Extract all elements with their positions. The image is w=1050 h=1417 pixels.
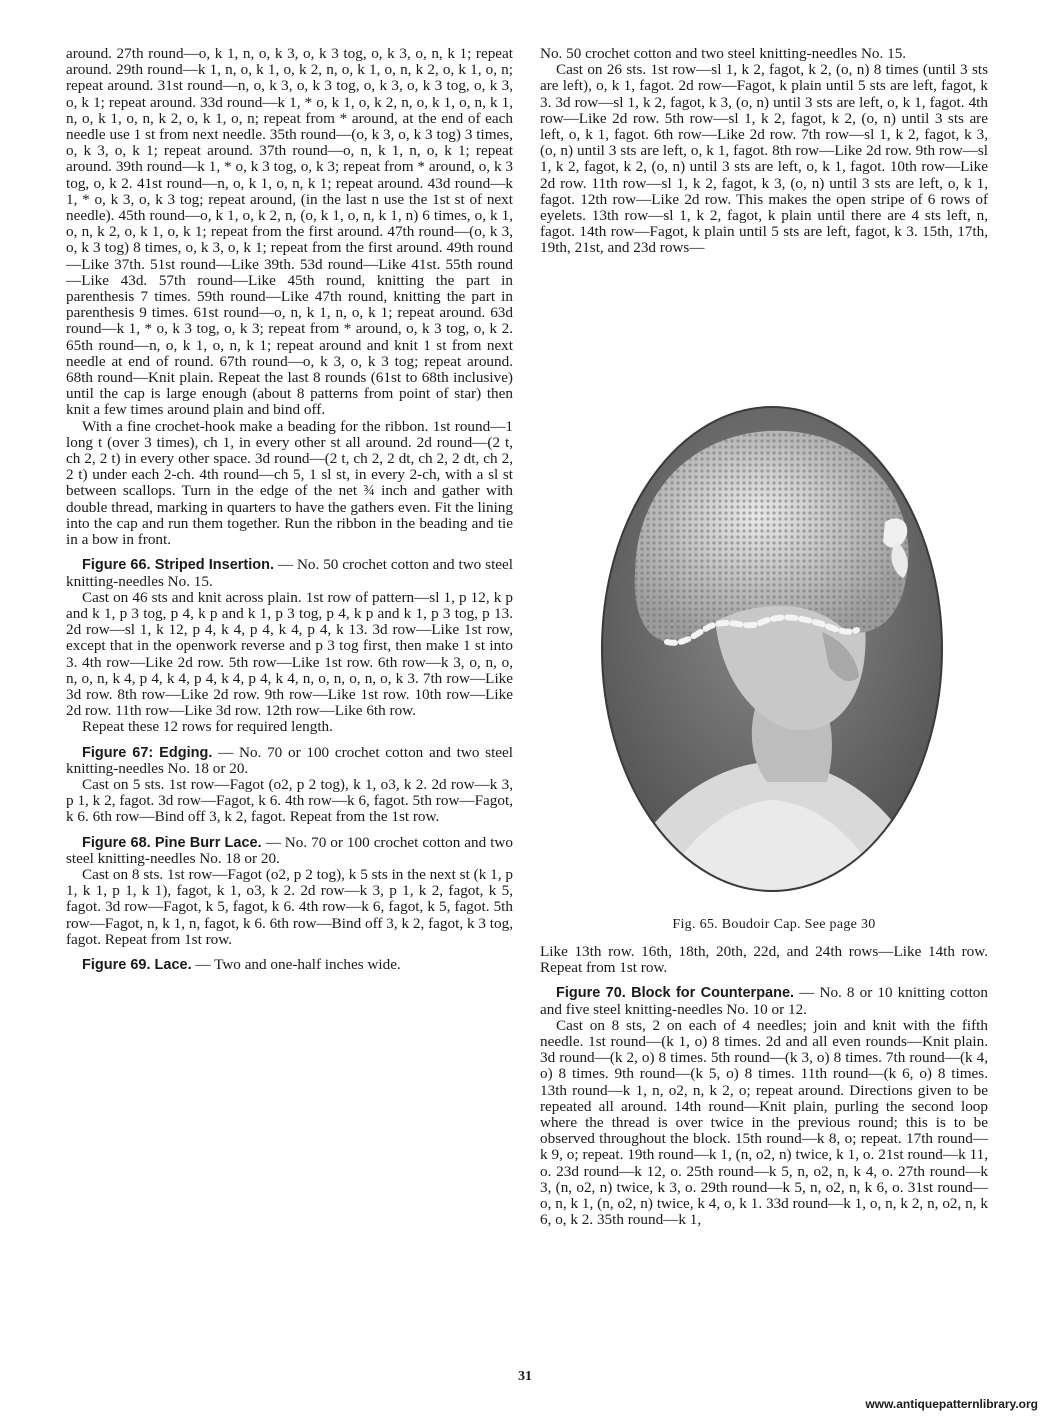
figure-70-section (540, 985, 988, 1017)
figure-69-body: Cast on 26 sts. 1st row—sl 1, k 2, fagot, k 2, (o, n) 8 times (until 3 sts are left), o, k 1, fagot. 2d row—Fagot, k plain until 5 sts are left, fagot, k 3. 3d row—sl 1, k 2, fagot, k 3, (o, n) until 3 sts are left, o, k 1, fagot. 4th row—Like 2d row. 5th row—sl 1, k 2, fagot, k 2, (o, n) until 3 sts are left, o, k 1, fagot. 6th row—Like 2d row. 7th row—sl 1, k 2, fagot, k 3, (o, n) until 3 sts are left, o, k 1, fagot. 8th row—Like 2d row. 9th row—sl 1, k 2, fagot, k 2, (o, n) until 3 sts are left, o, k 1, fagot. 10th row—Like 2d row. 11th row—sl 1, k 2, fagot, k 3, (o, n) until 3 sts are left, o, k 1, fagot. 12th row—Like 2d row. This makes the open stripe of 6 rows of eyelets. 13th row—sl 1, k 2, fagot, k plain until there are 4 sts left, n, fagot. 14th row—Fagot, k plain until 5 sts are left, fagot, k 3. 15th, 17th, 19th, 21st, and 23d rows— (540, 61, 988, 257)
figure-66-repeat: Repeat these 12 rows for required length. (82, 718, 333, 736)
figure-66-intro: — No. 50 crochet cotton and two steel knitting-needles No. 15. (66, 556, 513, 590)
beading-instructions: With a fine crochet-hook make a beading for the ribbon. 1st round—1 long t (over 3 times), ch 1, in every other st all around. 2d round—(2 t, ch 2, 2 t) in every other space. 3d round—(2 t, ch 2, 2 dt, ch 2, 2 dt, ch 2, 2 t) under each 2-ch. 4th round—ch 5, 1 sl st, in every 2-ch, with a sl st between scallops. Turn in the edge of the net ¾ inch and gather with double thread, marking in quarters to have the gathers even. Fit the lining into the cap and run them together. Run the ribbon in the beading and tie in a bow in front. (66, 417, 513, 549)
figure-69-continued: Like 13th row. 16th, 18th, 20th, 22d, and 24th rows—Like 14th row. Repeat from 1st row. (540, 943, 988, 977)
page-number: 31 (518, 1369, 532, 1384)
figure-67-section (66, 745, 513, 777)
right-column-top (540, 46, 988, 257)
boudoir-cap-illustration (597, 402, 947, 896)
figure-69-heading: Figure 69. Lace. (82, 956, 192, 973)
figure-66-section (66, 557, 513, 589)
figure-67-intro: — No. 70 or 100 crochet cotton and two steel knitting-needles No. 18 or 20. (66, 743, 513, 777)
figure-65-caption: Fig. 65. Boudoir Cap. See page 30 (672, 917, 876, 932)
figure-68-intro: — No. 70 or 100 crochet cotton and two steel knitting-needles No. 18 or 20. (66, 833, 513, 867)
figure-69-intro: — Two and one-half inches wide. (191, 955, 401, 973)
figure-68-heading: Figure 68. Pine Burr Lace. (82, 834, 262, 851)
figure-70-intro: — No. 8 or 10 knitting cotton and five steel knitting-needles No. 10 or 12. (540, 984, 988, 1018)
boudoir-cap-photo (597, 402, 947, 896)
right-column-bottom (540, 944, 988, 1228)
figure-67-body: Cast on 5 sts. 1st row—Fagot (o2, p 2 tog), k 1, o3, k 2. 2d row—k 3, p 1, k 2, fagot. 3d row—Fagot, k 6. 4th row—k 6, fagot. 5th row—Fagot, k 6. 6th row—Bind off 3, k 2, fagot. Repeat from the 1st row. (66, 775, 513, 826)
figure-66-heading: Figure 66. Striped Insertion. (82, 557, 275, 574)
figure-70-body: Cast on 8 sts, 2 on each of 4 needles; join and knit with the fifth needle. 1st round—(k 1, o) 8 times. 2d and all even rounds—Knit plain. 3d round—(k 2, o) 8 times. 5th round—(k 3, o) 8 times. 7th round—(k 4, o) 8 times. 9th round—(k 5, o) 8 times. 11th round—(k 6, o) 8 times. 13th round—k 1, n, o2, n, k 2, o; repeat around. Directions given to be repeated all around. 14th round—Knit plain, purling the second loop where the thread is over twice in the previous round; this is to be observed throughout the block. 15th round—k 8, o; repeat. 17th round—k 9, o; repeat. 19th round—k 1, (n, o2, n) twice, k 1, o. 21st round—k 11, o. 23d round—k 12, o. 25th round—k 5, n, o2, n, k 4, o. 27th round—k 3, (n, o2, n) twice, k 3, o. 29th round—k 5, n, o2, n, k 6, o. 31st round—o, n, k 1, (n, o2, n) twice, k 4, o, k 1. 33d round—k 1, o, n, k 2, n, o2, n, k 6, o, k 2. 35th round—k 1, (540, 1016, 988, 1229)
figure-69-materials: No. 50 crochet cotton and two steel knitting-needles No. 15. (540, 45, 907, 62)
figure-69-section (66, 957, 513, 973)
left-column (66, 46, 513, 973)
footer-url: www.antiquepatternlibrary.org (865, 1397, 1038, 1411)
figure-66-body: Cast on 46 sts and knit across plain. 1st row of pattern—sl 1, p 12, k p and k 1, p 3 tog, p 4, k p and k 1, p 3 tog, p 4, k p and k 1, p 3 tog, p 13. 2d row—sl 1, k 12, p 4, k 4, p 4, k 4, p 4, k 13. 3d row—Like 1st row, except that in the openwork reverse and p 3 tog first, then make 1 st into 3. 4th row—Like 2d row. 5th row—Like 1st row. 6th row—k 3, o, n, o, n, o, n, k 4, p 4, k 4, p 4, k 4, p 4, k 4, n, o, n, o, n, o, k 3. 7th row—Like 3d row. 8th row—Like 2d row. 9th row—Like 1st row. 10th row—Like 2d row. 11th row—Like 3d row. 12th row—Like 6th row. (66, 588, 513, 720)
figure-70-heading: Figure 70. Block for Counterpane. (556, 985, 795, 1002)
figure-68-body: Cast on 8 sts. 1st row—Fagot (o2, p 2 tog), k 5 sts in the next st (k 1, p 1, k 1, p 1, k 1), fagot, k 1, o3, k 2. 2d row—k 3, p 1, k 2, fagot, k 5, fagot. 3d row—Fagot, k 5, fagot, k 6. 4th row—k 6, fagot, k 5, fagot. 5th row—Fagot, n, k 1, n, fagot, k 6. 6th row—Bind off 3, k 2, fagot, k 3 tog, fagot. Repeat from 1st row. (66, 865, 513, 948)
figure-67-heading: Figure 67: Edging. (82, 744, 213, 761)
figure-68-section (66, 835, 513, 867)
cap-instructions-continued: around. 27th round—o, k 1, n, o, k 3, o, k 3 tog, o, k 3, o, n, k 1; repeat around. 29th round—k 1, n, o, k 1, o, k 2, n, o, k 1, o, n, k 2, o, k 1, o, n; repeat around. 31st round—n, o, k 3, o, k 3 tog, o, k 3, o, k 3 tog, o, k 3, o, k 1; repeat around. 33d round—k 1, * o, k 1, o, k 2, n, o, k 1, o, n, k 1, n, o, k 1, o, n, k 2, o, k 1, o, n; repeat from * around, at the end of each needle use 1 st from next needle. 35th round—(o, k 3, o, k 3 tog) 3 times, o, k 3, o, k 1; repeat around. 37th round—o, n, k 1, n, o, k 1; repeat around. 39th round—k 1, * o, k 3 tog, o, k 3; repeat from * around, o, k 3 tog, o, k 2. 41st round—n, o, k 1, o, n, k 1; repeat around. 43d round—k 1, * o, k 3, o, k 3 tog; repeat around, (in the last n use the 1st st of next needle). 45th round—o, k 1, o, k 2, n, (o, k 1, o, n, k 1, n) 6 times, o, k 1, o, n, k 2, o, k 1, o, k 1; repeat from the first around. 47th round—(o, k 3, o, k 3 tog) 8 times, o, k 3, o, k 1; repeat from the first around. 49th round—Like 37th. 51st round—Like 39th. 53d round—Like 41st. 55th round—Like 43d. 57th round—Like 45th round, knitting the part in parenthesis 7 times. 59th round—Like 47th round, knitting the part in parenthesis 9 times. 61st round—o, n, k 1, n, o, k 1; repeat around. 63d round—k 1, * o, k 3 tog, o, k 3; repeat from * around, o, k 3 tog, o, k 2. 65th round—n, o, k 1, o, n, k 1; repeat around and knit 1 st from next needle at end of round. 67th round—o, k 3, o, k 3 tog; repeat around. 68th round—Knit plain. Repeat the last 8 rounds (61st to 68th inclusive) until the cap is large enough (about 8 patterns from point of star) then knit a few times around plain and bind off. (66, 45, 513, 419)
